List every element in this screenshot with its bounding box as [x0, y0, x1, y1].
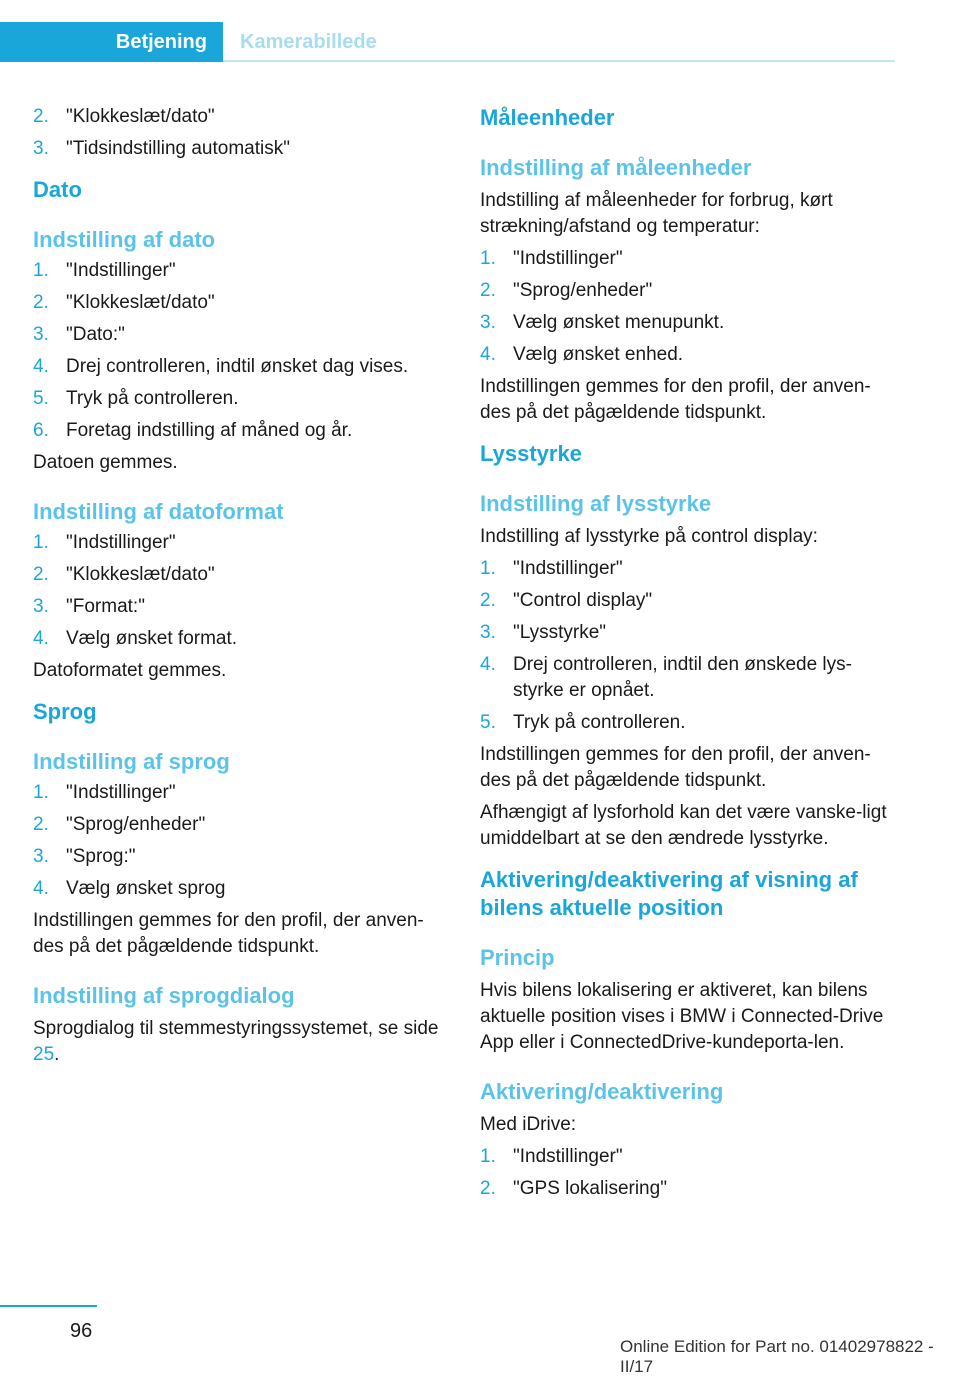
- list-item: [33, 594, 448, 620]
- list-item: [33, 386, 448, 412]
- list-item: [33, 290, 448, 316]
- list-item: [33, 780, 448, 806]
- heading-sprog: Sprog: [33, 699, 97, 724]
- section-tab-active: Betjening: [0, 22, 223, 62]
- list-item: [480, 620, 895, 646]
- list-item-text: "Dato:": [66, 324, 125, 345]
- list-item-number: 2.: [33, 564, 49, 585]
- text-maaleenheder-intro: Indstilling af måleenheder for forbrug, kørt strækning/afstand og temperatur:: [480, 190, 833, 237]
- list-item: [480, 556, 895, 582]
- list-item-text: "Indstillinger": [513, 1146, 623, 1167]
- list-item: [33, 258, 448, 284]
- right-column: [480, 100, 895, 1208]
- text-lysstyrke-intro: Indstilling af lysstyrke på control display:: [480, 526, 818, 547]
- list-item-number: 2.: [480, 280, 496, 301]
- text-princip: Hvis bilens lokalisering er aktiveret, kan bilens aktuelle position vises i BMW i Connected-Drive App eller i ConnectedDrive-kundeporta-len.: [480, 980, 884, 1053]
- list-item-number: 1.: [480, 1146, 496, 1167]
- list-item: [33, 354, 448, 380]
- list-item: [33, 530, 448, 556]
- list-item-text: Vælg ønsket format.: [66, 628, 238, 649]
- list-maaleenheder-steps: [480, 246, 895, 368]
- list-item-text: "GPS lokalisering": [513, 1178, 667, 1199]
- list-item-number: 1.: [480, 248, 496, 269]
- list-item-text: "Format:": [66, 596, 145, 617]
- list-item: [33, 136, 448, 162]
- list-item: [480, 310, 895, 336]
- list-item: [480, 278, 895, 304]
- list-item: [480, 342, 895, 368]
- list-item-text: "Indstillinger": [513, 248, 623, 269]
- list-item-text: "Klokkeslæt/dato": [66, 564, 215, 585]
- list-datoformat-steps: [33, 530, 448, 652]
- list-item: [33, 418, 448, 444]
- list-item-number: 1.: [33, 260, 49, 281]
- list-item-number: 4.: [33, 878, 49, 899]
- list-item: [480, 1144, 895, 1170]
- list-item-number: 1.: [33, 532, 49, 553]
- text-period: .: [54, 1044, 60, 1065]
- page-number: 96: [70, 1320, 93, 1342]
- list-item: [480, 710, 895, 736]
- text-lysstyrke-saved: Indstillingen gemmes for den profil, der anven-des på det pågældende tidspunkt.: [480, 744, 871, 791]
- list-item: [480, 246, 895, 272]
- list-item: [33, 322, 448, 348]
- edition-note: Online Edition for Part no. 01402978822 - II/17: [620, 1337, 934, 1376]
- list-item-number: 2.: [33, 292, 49, 313]
- list-item: [33, 812, 448, 838]
- footer-divider: [0, 1305, 97, 1307]
- text-sprogdialog: [33, 1016, 448, 1068]
- text-dato-saved: Datoen gemmes.: [33, 452, 178, 473]
- left-column: [33, 100, 448, 1074]
- heading-indstilling-datoformat: Indstilling af datoformat: [33, 499, 284, 524]
- list-item-number: 2.: [480, 1178, 496, 1199]
- list-item-number: 3.: [33, 324, 49, 345]
- list-item-number: 3.: [480, 622, 496, 643]
- list-item-text: "Indstillinger": [513, 558, 623, 579]
- list-item-text: "Lysstyrke": [513, 622, 607, 643]
- list-item-text: "Control display": [513, 590, 653, 611]
- heading-indstilling-maaleenheder: Indstilling af måleenheder: [480, 155, 752, 180]
- list-item: [33, 562, 448, 588]
- heading-indstilling-sprogdialog: Indstilling af sprogdialog: [33, 983, 295, 1008]
- heading-indstilling-dato: Indstilling af dato: [33, 227, 216, 252]
- text-lysstyrke-note: Afhængigt af lysforhold kan det være vanske-ligt umiddelbart at se den ændrede lysstyrke.: [480, 802, 887, 849]
- list-item-number: 3.: [33, 596, 49, 617]
- list-item-number: 3.: [33, 846, 49, 867]
- list-item-number: 5.: [33, 388, 49, 409]
- list-item: [33, 876, 448, 902]
- list-item-number: 1.: [33, 782, 49, 803]
- list-item: [480, 652, 895, 704]
- list-item-number: 2.: [33, 106, 49, 127]
- list-item-text: Foretag indstilling af måned og år.: [66, 420, 353, 441]
- header-divider: [223, 60, 895, 62]
- list-item-text: Vælg ønsket sprog: [66, 878, 226, 899]
- heading-indstilling-sprog: Indstilling af sprog: [33, 749, 230, 774]
- list-gps-steps: [480, 1144, 895, 1202]
- list-item-text: Drej controlleren, indtil den ønskede lys-styrke er opnået.: [513, 654, 852, 701]
- list-item-text: "Sprog/enheder": [513, 280, 653, 301]
- heading-lysstyrke: Lysstyrke: [480, 441, 582, 466]
- list-lysstyrke-steps: [480, 556, 895, 736]
- text-maaleenheder-saved: Indstillingen gemmes for den profil, der anven-des på det pågældende tidspunkt.: [480, 376, 871, 423]
- list-item-text: "Klokkeslæt/dato": [66, 292, 215, 313]
- list-clock-continued: [33, 104, 448, 162]
- heading-indstilling-lysstyrke: Indstilling af lysstyrke: [480, 491, 712, 516]
- list-item: [480, 1176, 895, 1202]
- text-sprogdialog-body: Sprogdialog til stemmestyringssystemet, se side: [33, 1018, 439, 1039]
- list-item-text: "Tidsindstilling automatisk": [66, 138, 290, 159]
- list-item-text: Vælg ønsket enhed.: [513, 344, 684, 365]
- text-datoformat-saved: Datoformatet gemmes.: [33, 660, 227, 681]
- text-med-idrive: Med iDrive:: [480, 1114, 577, 1135]
- list-item-number: 4.: [33, 628, 49, 649]
- heading-aktivering-visning: Aktivering/deaktivering af visning af bilens aktuelle position: [480, 867, 858, 920]
- list-dato-steps: [33, 258, 448, 444]
- list-item-number: 4.: [33, 356, 49, 377]
- list-item-text: Drej controlleren, indtil ønsket dag vises.: [66, 356, 409, 377]
- list-item-number: 2.: [33, 814, 49, 835]
- list-item-number: 3.: [480, 312, 496, 333]
- list-item: [33, 104, 448, 130]
- page-link[interactable]: 25: [33, 1044, 55, 1065]
- list-item-number: 5.: [480, 712, 496, 733]
- heading-aktivering-deaktivering: Aktivering/deaktivering: [480, 1079, 724, 1104]
- list-item-text: "Indstillinger": [66, 782, 176, 803]
- list-item-text: "Indstillinger": [66, 260, 176, 281]
- list-item-text: "Sprog/enheder": [66, 814, 206, 835]
- list-item: [33, 844, 448, 870]
- text-sprog-saved: Indstillingen gemmes for den profil, der anven-des på det pågældende tidspunkt.: [33, 910, 424, 957]
- heading-dato: Dato: [33, 177, 82, 202]
- list-item-text: Vælg ønsket menupunkt.: [513, 312, 725, 333]
- list-item-number: 6.: [33, 420, 49, 441]
- list-item: [480, 588, 895, 614]
- list-item-text: "Indstillinger": [66, 532, 176, 553]
- page-header: [0, 22, 895, 62]
- list-item-text: "Klokkeslæt/dato": [66, 106, 215, 127]
- heading-maaleenheder: Måleenheder: [480, 105, 615, 130]
- list-item-number: 4.: [480, 654, 496, 675]
- list-item-text: "Sprog:": [66, 846, 136, 867]
- list-item-text: Tryk på controlleren.: [513, 712, 686, 733]
- section-tab-inactive: Kamerabillede: [240, 30, 377, 53]
- list-item-number: 2.: [480, 590, 496, 611]
- list-item-number: 4.: [480, 344, 496, 365]
- heading-princip: Princip: [480, 945, 555, 970]
- list-item-text: Tryk på controlleren.: [66, 388, 239, 409]
- list-item-number: 3.: [33, 138, 49, 159]
- list-item: [33, 626, 448, 652]
- list-item-number: 1.: [480, 558, 496, 579]
- list-sprog-steps: [33, 780, 448, 902]
